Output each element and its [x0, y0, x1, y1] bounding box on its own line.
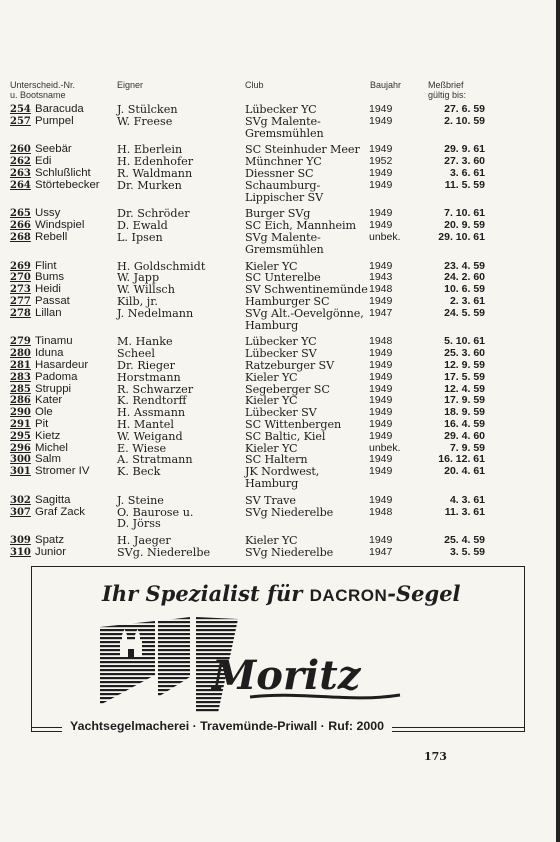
owner-cell: Dr. Rieger — [117, 358, 175, 372]
owner-cell: W. Japp — [117, 271, 160, 285]
valid-until-cell: 7. 9. 59 — [449, 441, 485, 454]
boat-name-cell — [35, 244, 117, 256]
header-nr-bootsname — [10, 80, 75, 100]
boat-name-cell: Graf Zack — [35, 505, 86, 518]
boat-number-cell: 283 — [10, 371, 31, 383]
boat-name-cell: Junior — [35, 545, 67, 558]
valid-until-cell: 29. 4. 60 — [444, 429, 485, 442]
build-year-cell: 1949 — [369, 114, 393, 127]
boat-number-cell: 290 — [10, 407, 31, 419]
logo-sail-middle — [158, 617, 190, 697]
table-row — [10, 547, 485, 559]
club-cell: SV Trave — [245, 493, 296, 507]
boat-number-cell: 260 — [10, 144, 31, 156]
owner-cell: Horstmann — [117, 370, 181, 384]
boat-name-cell: Störtebecker — [35, 178, 100, 191]
club-cell: Gremsmühlen — [245, 126, 324, 140]
club-cell: SC Unterelbe — [245, 271, 321, 285]
build-year-cell: 1949 — [369, 417, 393, 430]
boat-number-cell: 295 — [10, 430, 31, 442]
ad-slogan — [102, 581, 461, 606]
club-cell — [245, 518, 369, 530]
valid-until-cell: 25. 3. 60 — [444, 347, 485, 360]
valid-until-cell: 24. 2. 60 — [444, 271, 485, 284]
club-cell: Segeberger SC — [245, 382, 330, 396]
build-year-cell: unbek. — [369, 230, 401, 243]
valid-until-cell: 3. 5. 59 — [449, 545, 485, 558]
club-cell: Münchner YC — [245, 155, 322, 169]
header-eigner: Eigner — [117, 80, 144, 90]
owner-cell: J. Nedelmann — [117, 306, 194, 320]
club-cell: Lübecker YC — [245, 335, 317, 349]
owner-cell — [117, 320, 245, 332]
club-cell: SC Haltern — [245, 453, 308, 467]
boat-name-cell: Kater — [35, 394, 63, 407]
boat-name-cell — [35, 320, 117, 332]
page-edge — [556, 0, 560, 842]
valid-until-cell: 12. 4. 59 — [444, 382, 485, 395]
boat-name-cell: Flint — [35, 259, 57, 272]
build-year-cell: 1948 — [369, 283, 393, 296]
build-year-cell: 1949 — [369, 382, 393, 395]
club-cell: Schaumburg- — [245, 178, 321, 192]
valid-until-cell — [425, 320, 485, 332]
boat-name-cell: Hasardeur — [35, 358, 89, 371]
boat-name-cell: Iduna — [35, 347, 64, 360]
club-cell: SVg Malente- — [245, 114, 321, 128]
table-row — [10, 168, 485, 180]
boat-name-cell — [35, 192, 117, 204]
boat-number-cell: 270 — [10, 272, 31, 284]
club-cell: Lübecker SV — [245, 347, 317, 361]
owner-cell: Kilb, jr. — [117, 294, 158, 308]
club-cell: SC Eich, Mannheim — [245, 219, 356, 233]
table-row — [10, 495, 485, 507]
valid-until-cell: 25. 4. 59 — [444, 534, 485, 547]
owner-cell — [117, 478, 245, 490]
header-gueltig-line1: Meßbrief — [428, 80, 464, 90]
valid-until-cell: 29. 10. 61 — [438, 230, 485, 243]
moritz-logo — [100, 617, 420, 713]
build-year-cell: 1949 — [369, 370, 393, 383]
owner-cell: H. Goldschmidt — [117, 259, 206, 273]
boat-number-cell — [10, 128, 35, 140]
table-row — [10, 128, 485, 140]
boat-name-cell: Passat — [35, 294, 70, 307]
valid-until-cell: 17. 5. 59 — [444, 370, 485, 383]
build-year-cell — [369, 244, 425, 256]
valid-until-cell — [425, 244, 485, 256]
boat-number-cell: 268 — [10, 231, 31, 243]
boat-number-cell — [10, 244, 35, 256]
build-year-cell: 1949 — [369, 207, 393, 220]
boat-name-cell: Heidi — [35, 283, 61, 296]
owner-cell: L. Ipsen — [117, 230, 163, 244]
boat-name-cell: Tinamu — [35, 335, 73, 348]
boat-name-cell: Pit — [35, 417, 49, 430]
valid-until-cell: 11. 5. 59 — [444, 178, 485, 191]
boat-number-cell — [10, 478, 35, 490]
table-row — [10, 116, 485, 128]
owner-cell — [117, 244, 245, 256]
table-row — [10, 244, 485, 256]
boat-number-cell — [10, 192, 35, 204]
ad-tagline: Yachtsegelmacherei · Travemünde-Priwall · Ruf: 2000 — [62, 719, 392, 733]
boat-number-cell: 278 — [10, 307, 31, 319]
boat-number-cell: 309 — [10, 535, 31, 547]
owner-cell: D. Ewald — [117, 219, 168, 233]
club-cell: Hamburg — [245, 476, 299, 490]
valid-until-cell: 16. 12. 61 — [438, 453, 485, 466]
owner-cell: K. Beck — [117, 465, 161, 479]
table-row — [10, 372, 485, 384]
club-cell: JK Nordwest, — [245, 465, 320, 479]
boat-name-cell: Pumpel — [35, 114, 74, 127]
boat-number-cell: 296 — [10, 442, 31, 454]
club-cell: Hamburger SC — [245, 294, 330, 308]
valid-until-cell: 20. 4. 61 — [444, 465, 485, 478]
boat-name-cell — [35, 478, 117, 490]
valid-until-cell: 24. 5. 59 — [444, 306, 485, 319]
club-cell: SVg Alt.-Oevelgönne, — [245, 306, 364, 320]
boat-number-cell: 273 — [10, 284, 31, 296]
boat-number-cell — [10, 518, 35, 530]
table-row — [10, 320, 485, 332]
boat-number-cell: 280 — [10, 348, 31, 360]
boat-name-cell: Salm — [35, 453, 61, 466]
build-year-cell: 1949 — [369, 534, 393, 547]
boat-number-cell: 302 — [10, 494, 31, 506]
boat-number-cell: 277 — [10, 295, 31, 307]
owner-cell: J. Steine — [117, 493, 164, 507]
owner-cell: SVg. Niederelbe — [117, 545, 211, 559]
valid-until-cell: 27. 6. 59 — [444, 103, 485, 115]
header-gueltig-line2: gültig bis: — [428, 90, 467, 100]
owner-cell: H. Assmann — [117, 406, 186, 420]
build-year-cell: 1947 — [369, 545, 393, 558]
club-cell: Gremsmühlen — [245, 242, 324, 256]
boat-name-cell: Sagitta — [35, 493, 71, 506]
ad-slogan-dacron: DACRON — [309, 586, 388, 605]
club-cell: SC Steinhuder Meer — [245, 143, 360, 157]
table-row — [10, 518, 485, 530]
owner-cell — [117, 192, 245, 204]
owner-cell: Dr. Murken — [117, 178, 182, 192]
club-cell: SC Baltic, Kiel — [245, 429, 326, 443]
header-baujahr: Baujahr — [370, 80, 402, 90]
owner-cell: H. Eberlein — [117, 143, 183, 157]
build-year-cell: 1949 — [369, 219, 393, 232]
boat-name-cell: Bums — [35, 271, 65, 284]
build-year-cell: 1952 — [369, 155, 393, 168]
valid-until-cell: 10. 6. 59 — [444, 283, 485, 296]
table-row — [10, 232, 485, 244]
boat-name-cell: Edi — [35, 155, 52, 168]
boat-number-cell: 254 — [10, 104, 31, 115]
build-year-cell: 1949 — [369, 294, 393, 307]
boat-name-cell: Rebell — [35, 230, 68, 243]
build-year-cell: 1949 — [369, 143, 393, 156]
club-cell: Lippischer SV — [245, 190, 324, 204]
page-number: 173 — [424, 750, 447, 763]
build-year-cell — [369, 192, 425, 204]
owner-cell: R. Waldmann — [117, 166, 193, 180]
valid-until-cell: 29. 9. 61 — [444, 143, 485, 156]
valid-until-cell — [425, 518, 485, 530]
build-year-cell: 1949 — [369, 358, 393, 371]
valid-until-cell: 7. 10. 61 — [444, 207, 485, 220]
club-cell: SVg Niederelbe — [245, 505, 334, 519]
build-year-cell: 1949 — [369, 465, 393, 478]
club-cell: SC Wittenbergen — [245, 417, 342, 431]
yacht-register-table — [10, 104, 485, 559]
boat-number-cell: 257 — [10, 115, 31, 127]
header-gueltig — [428, 80, 466, 100]
boat-number-cell: 301 — [10, 466, 31, 478]
club-cell: Kieler YC — [245, 259, 298, 273]
boat-name-cell: Stromer IV — [35, 465, 90, 478]
club-cell: Burger SVg — [245, 207, 311, 221]
build-year-cell — [369, 320, 425, 332]
ad-slogan-script: Ihr Spezialist für — [102, 581, 303, 606]
boat-name-cell: Lillan — [35, 306, 62, 319]
owner-cell: E. Wiese — [117, 441, 167, 455]
owner-cell: A. Stratmann — [117, 453, 193, 467]
valid-until-cell: 12. 9. 59 — [444, 358, 485, 371]
build-year-cell: 1949 — [369, 493, 393, 506]
build-year-cell: 1943 — [369, 271, 393, 284]
ad-slogan-segel: -Segel — [387, 581, 461, 606]
build-year-cell: 1949 — [369, 429, 393, 442]
boat-number-cell: 264 — [10, 179, 31, 191]
boat-number-cell — [10, 320, 35, 332]
build-year-cell: unbek. — [369, 441, 401, 454]
club-cell: Diessner SC — [245, 166, 314, 180]
table-row — [10, 478, 485, 490]
build-year-cell: 1949 — [369, 347, 393, 360]
valid-until-cell: 2. 3. 61 — [449, 294, 485, 307]
build-year-cell — [369, 478, 425, 490]
build-year-cell: 1949 — [369, 166, 393, 179]
boat-number-cell: 263 — [10, 167, 31, 179]
build-year-cell: 1949 — [369, 394, 393, 407]
boat-number-cell: 300 — [10, 454, 31, 466]
club-cell: SVg Niederelbe — [245, 545, 334, 559]
owner-cell: D. Jörss — [117, 517, 161, 531]
build-year-cell: 1949 — [369, 259, 393, 272]
valid-until-cell: 11. 3. 61 — [444, 505, 485, 518]
boat-name-cell: Schlußlicht — [35, 166, 91, 179]
table-row — [10, 431, 485, 443]
club-cell: Ratzeburger SV — [245, 358, 335, 372]
boat-number-cell: 310 — [10, 546, 31, 558]
boat-name-cell: Ussy — [35, 207, 61, 220]
owner-cell: H. Edenhofer — [117, 155, 194, 169]
owner-cell: R. Schwarzer — [117, 382, 194, 396]
table-row — [10, 192, 485, 204]
owner-cell: Scheel — [117, 347, 155, 361]
build-year-cell: 1949 — [369, 103, 393, 115]
boat-name-cell: Seebär — [35, 143, 72, 156]
boat-name-cell — [35, 128, 117, 140]
valid-until-cell: 4. 3. 61 — [449, 493, 485, 506]
table-row — [10, 308, 485, 320]
owner-cell: J. Stülcken — [117, 103, 178, 116]
build-year-cell: 1947 — [369, 306, 393, 319]
boat-name-cell: Baracuda — [35, 103, 84, 115]
owner-cell: K. Rendtorff — [117, 394, 187, 408]
boat-name-cell: Windspiel — [35, 219, 85, 232]
build-year-cell — [369, 128, 425, 140]
boat-number-cell: 281 — [10, 359, 31, 371]
club-cell: Kieler YC — [245, 370, 298, 384]
valid-until-cell: 5. 10. 61 — [444, 335, 485, 348]
boat-number-cell: 266 — [10, 220, 31, 232]
boat-number-cell: 269 — [10, 260, 31, 272]
boat-name-cell: Spatz — [35, 534, 65, 547]
build-year-cell: 1948 — [369, 335, 393, 348]
build-year-cell: 1949 — [369, 453, 393, 466]
logo-sail-left — [100, 621, 155, 705]
build-year-cell: 1948 — [369, 505, 393, 518]
owner-cell: Dr. Schröder — [117, 207, 190, 221]
club-cell: Lübecker SV — [245, 406, 317, 420]
owner-cell: H. Mantel — [117, 417, 174, 431]
valid-until-cell: 3. 6. 61 — [449, 166, 485, 179]
header-nr-line2: u. Bootsname — [10, 90, 66, 100]
owner-cell: W. Freese — [117, 114, 173, 128]
valid-until-cell — [425, 192, 485, 204]
boat-number-cell: 279 — [10, 336, 31, 348]
boat-number-cell: 307 — [10, 506, 31, 518]
header-nr-line1: Unterscheid.-Nr. — [10, 80, 76, 90]
build-year-cell — [369, 518, 425, 530]
club-cell: Kieler YC — [245, 394, 298, 408]
club-cell: SV Schwentinemünde — [245, 283, 368, 297]
logo-castle-detail — [128, 649, 134, 657]
owner-cell: W. Weigand — [117, 429, 183, 443]
valid-until-cell — [425, 478, 485, 490]
club-cell: Kieler YC — [245, 441, 298, 455]
owner-cell: W. Willsch — [117, 283, 175, 297]
logo-script-text: Moritz — [212, 652, 361, 699]
club-cell: Kieler YC — [245, 534, 298, 548]
boat-number-cell: 262 — [10, 156, 31, 168]
club-cell: Lübecker YC — [245, 103, 317, 116]
valid-until-cell: 20. 9. 59 — [444, 219, 485, 232]
valid-until-cell: 23. 4. 59 — [444, 259, 485, 272]
owner-cell: M. Hanke — [117, 335, 173, 349]
boat-number-cell: 291 — [10, 418, 31, 430]
table-row — [10, 419, 485, 431]
table-row — [10, 180, 485, 192]
valid-until-cell — [425, 128, 485, 140]
valid-until-cell: 17. 9. 59 — [444, 394, 485, 407]
sailmaker-advertisement — [31, 566, 525, 732]
club-cell: Hamburg — [245, 318, 299, 332]
boat-name-cell: Struppi — [35, 382, 72, 395]
boat-name-cell: Padoma — [35, 370, 78, 383]
header-club: Club — [245, 80, 264, 90]
valid-until-cell: 18. 9. 59 — [444, 406, 485, 419]
owner-cell: O. Baurose u. — [117, 505, 194, 519]
boat-number-cell: 286 — [10, 395, 31, 407]
owner-cell — [117, 128, 245, 140]
owner-cell: H. Jaeger — [117, 534, 171, 548]
boat-name-cell — [35, 518, 117, 530]
build-year-cell: 1949 — [369, 178, 393, 191]
valid-until-cell: 27. 3. 60 — [444, 155, 485, 168]
table-row — [10, 360, 485, 372]
boat-name-cell: Ole — [35, 406, 53, 419]
boat-name-cell: Michel — [35, 441, 68, 454]
valid-until-cell: 2. 10. 59 — [444, 114, 485, 127]
boat-name-cell: Kietz — [35, 429, 61, 442]
valid-until-cell: 16. 4. 59 — [444, 417, 485, 430]
table-row — [10, 296, 485, 308]
club-cell: SVg Malente- — [245, 230, 321, 244]
boat-number-cell: 265 — [10, 208, 31, 220]
boat-number-cell: 285 — [10, 383, 31, 395]
table-row — [10, 507, 485, 519]
build-year-cell: 1949 — [369, 406, 393, 419]
